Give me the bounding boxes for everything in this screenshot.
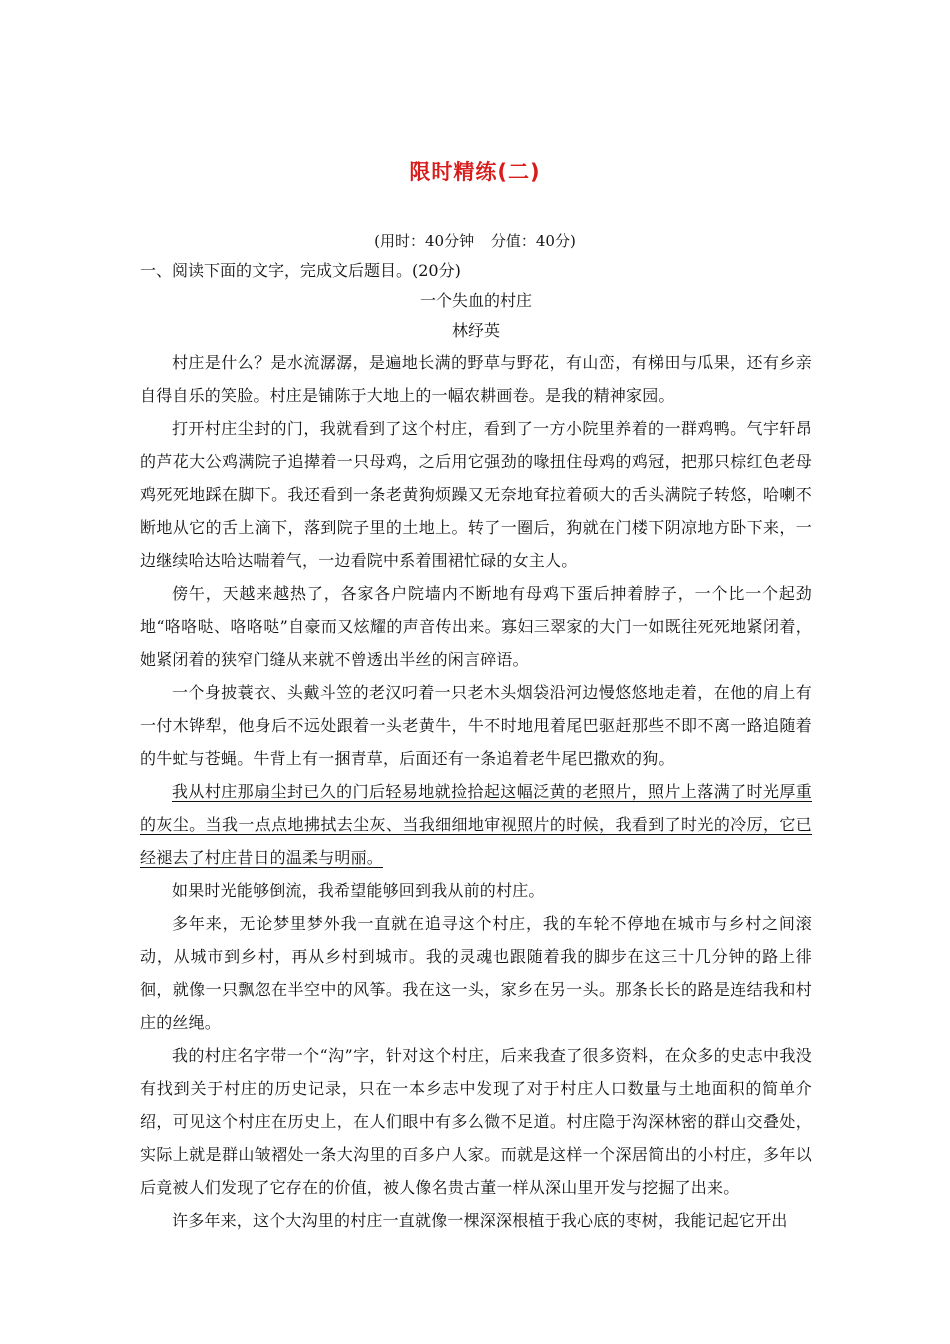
- paragraph-2: 打开村庄尘封的门，我就看到了这个村庄，看到了一方小院里养着的一群鸡鸭。气宇轩昂的芦花大公鸡满院子追撵着一只母鸡，之后用它强劲的喙扭住母鸡的鸡冠，把那只棕红色老母鸡死死地踩在脚下。我还看到一条老黄狗烦躁又无奈地耷拉着硕大的舌头满院子转悠，哈喇不断地从它的舌上滴下，落到院子里的土地上。转了一圈后，狗就在门楼下阴凉地方卧下来，一边继续哈达哈达喘着气，一边看院中系着围裙忙碌的女主人。: [140, 419, 812, 570]
- section-heading: 一、阅读下面的文字，完成文后题目。(20分): [140, 261, 461, 280]
- document-body: [140, 256, 812, 1237]
- exam-meta: [0, 230, 950, 251]
- time-limit: (用时：40分钟: [374, 232, 475, 250]
- paragraph-7: 多年来，无论梦里梦外我一直就在追寻这个村庄，我的车轮不停地在城市与乡村之间滚动，从城市到乡村，再从乡村到城市。我的灵魂也跟随着我的脚步在这三十几分钟的路上徘徊，就像一只飘忽在半空中的风筝。我在这一头，家乡在另一头。那条长长的路是连结我和村庄的丝绳。: [140, 914, 812, 1032]
- paragraph-1: 村庄是什么？是水流潺潺，是遍地长满的野草与野花，有山峦，有梯田与瓜果，还有乡亲自得自乐的笑脸。村庄是铺陈于大地上的一幅农耕画卷。是我的精神家园。: [140, 353, 812, 405]
- paragraph-5-underlined: [140, 775, 812, 874]
- page-title: 限时精练(二): [409, 160, 541, 184]
- paragraph-8: 我的村庄名字带一个“沟”字，针对这个村庄，后来我查了很多资料，在众多的史志中我没有找到关于村庄的历史记录，只在一本乡志中发现了对于村庄人口数量与土地面积的简单介绍，可见这个村庄在历史上，在人们眼中有多么微不足道。村庄隐于沟深林密的群山交叠处，实际上就是群山皱褶处一条大沟里的百多户人家。而就是这样一个深居简出的小村庄，多年以后竟被人们发现了它存在的价值，被人像名贵古董一样从深山里开发与挖掘了出来。: [140, 1046, 812, 1197]
- paragraph-4: 一个身披蓑衣、头戴斗笠的老汉叼着一只老木头烟袋沿河边慢悠悠地走着，在他的肩上有一付木铧犁，他身后不远处跟着一头老黄牛，牛不时地甩着尾巴驱赶那些不即不离一路追随着的牛虻与苍蝇。牛背上有一捆青草，后面还有一条追着老牛尾巴撒欢的狗。: [140, 683, 812, 768]
- article-title: 一个失血的村庄: [419, 291, 532, 310]
- article-author: 林纾英: [451, 321, 500, 340]
- paragraph-9: 许多年来，这个大沟里的村庄一直就像一棵深深根植于我心底的枣树，我能记起它开出: [172, 1211, 788, 1230]
- paragraph-3: 傍午，天越来越热了，各家各户院墙内不断地有母鸡下蛋后抻着脖子，一个比一个起劲地“咯咯哒、咯咯哒”自豪而又炫耀的声音传出来。寡妇三翠家的大门一如既往死死地紧闭着，她紧闭着的狭窄门缝从来就不曾透出半丝的闲言碎语。: [140, 584, 812, 669]
- paragraph-6: 如果时光能够倒流，我希望能够回到我从前的村庄。: [172, 881, 545, 900]
- score-value: 分值：40分): [490, 232, 576, 250]
- underlined-passage: 我从村庄那扇尘封已久的门后轻易地就捡拾起这幅泛黄的老照片，照片上落满了时光厚重的灰尘。当我一点点地拂拭去尘灰、当我细细地审视照片的时候，我看到了时光的冷厉，它已经褪去了村庄昔日的温柔与明丽。: [140, 782, 812, 867]
